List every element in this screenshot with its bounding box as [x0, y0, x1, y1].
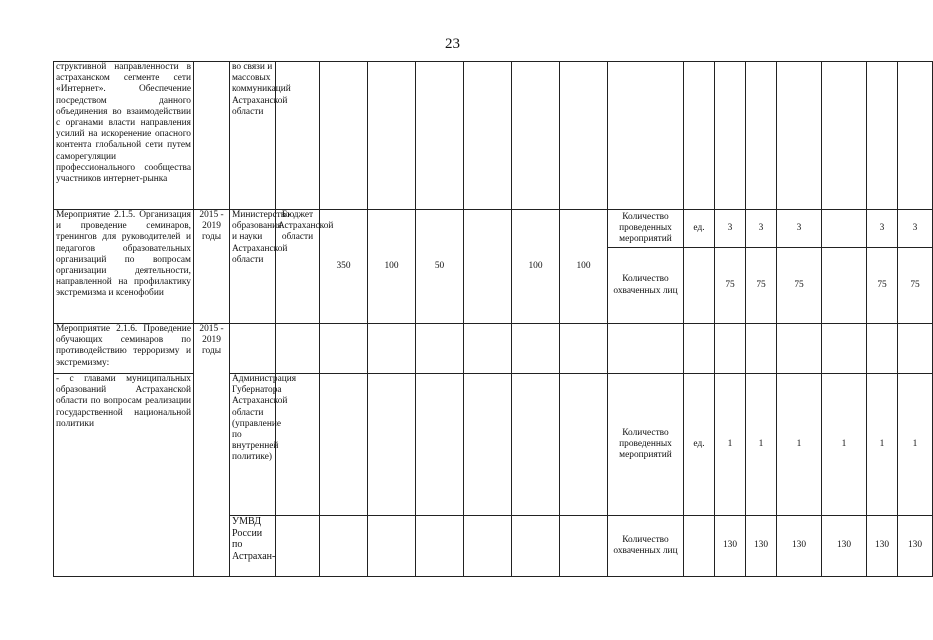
value-cell: 75: [746, 248, 777, 324]
value-cell: [898, 324, 933, 374]
value-cell: [715, 62, 746, 210]
total-cell: [320, 516, 368, 577]
measure-description: структивной направленности в астраханском сегменте сети «Интернет». Обеспечение посредством данного объединения во взаимодействии с органами власти направления усилий на искоренение опасного контента глобальной сети путем саморегуляции профессионального сообщества участников интернет-рынка: [54, 62, 194, 210]
value-cell: 130: [867, 516, 898, 577]
value-cell: [777, 324, 822, 374]
y2018-cell: 100: [512, 210, 560, 324]
unit-cell: [684, 62, 715, 210]
y2018-cell: [512, 516, 560, 577]
indicator-name-cell: Количество проведенных мероприятий: [608, 374, 684, 516]
executor-cell: [230, 324, 276, 374]
y2015-cell: [368, 324, 416, 374]
measure-description: Мероприятие 2.1.5. Организация и проведение семинаров, тренингов для руководителей и педагогов образовательных организаций по вопросам организации деятельности, направленной на профилактику экстремизма и ксенофобии: [54, 210, 194, 324]
y2019-cell: [560, 62, 608, 210]
value-cell: 130: [822, 516, 867, 577]
indicator-name-cell: Количество охваченных лиц: [608, 248, 684, 324]
y2018-cell: [512, 62, 560, 210]
y2017-cell: [464, 516, 512, 577]
value-cell: [746, 62, 777, 210]
value-cell: [867, 62, 898, 210]
executor-cell: УМВД России по Астрахан-: [230, 516, 276, 577]
value-cell: 75: [898, 248, 933, 324]
value-cell: [777, 62, 822, 210]
value-cell: [822, 248, 867, 324]
value-cell: 3: [867, 210, 898, 248]
value-cell: 130: [715, 516, 746, 577]
value-cell: 1: [867, 374, 898, 516]
source-cell: Бюджет Астраханской области: [276, 210, 320, 324]
indicator-name-cell: Количество охваченных лиц: [608, 516, 684, 577]
table-row-measure-2-1-6: [54, 324, 933, 374]
executor-cell: во связи и массовых коммуникаций Астраханской области: [230, 62, 276, 210]
value-cell: [898, 62, 933, 210]
value-cell: 1: [746, 374, 777, 516]
table-row-social-network-continuation: [54, 62, 933, 210]
y2015-cell: [368, 62, 416, 210]
value-cell: 130: [898, 516, 933, 577]
unit-cell: ед.: [684, 374, 715, 516]
value-cell: [822, 324, 867, 374]
table-row-seminar-municipal-heads: [54, 374, 933, 516]
program-measures-table: [53, 61, 933, 577]
value-cell: [822, 210, 867, 248]
y2015-cell: [368, 516, 416, 577]
value-cell: 75: [777, 248, 822, 324]
value-cell: [822, 62, 867, 210]
unit-cell: [684, 516, 715, 577]
y2015-cell: [368, 374, 416, 516]
value-cell: 75: [867, 248, 898, 324]
value-cell: [746, 324, 777, 374]
y2016-cell: 50: [416, 210, 464, 324]
value-cell: 3: [898, 210, 933, 248]
y2019-cell: 100: [560, 210, 608, 324]
y2016-cell: [416, 324, 464, 374]
value-cell: 1: [715, 374, 746, 516]
unit-cell: [684, 324, 715, 374]
period-cell: 2015 - 2019 годы: [194, 210, 230, 324]
y2019-cell: [560, 374, 608, 516]
total-cell: [320, 324, 368, 374]
measure-description: - с главами муниципальных образований Астраханской области по вопросам реализации государственной национальной политики: [54, 374, 194, 577]
value-cell: [715, 324, 746, 374]
y2017-cell: [464, 324, 512, 374]
unit-cell: ед.: [684, 210, 715, 248]
value-cell: 1: [777, 374, 822, 516]
y2018-cell: [512, 374, 560, 516]
total-cell: 350: [320, 210, 368, 324]
total-cell: [320, 374, 368, 516]
value-cell: 130: [746, 516, 777, 577]
value-cell: 1: [822, 374, 867, 516]
source-cell: [276, 374, 320, 516]
table-row-measure-2-1-5: [54, 210, 933, 248]
indicator-name-cell: [608, 62, 684, 210]
unit-cell: [684, 248, 715, 324]
y2015-cell: 100: [368, 210, 416, 324]
y2019-cell: [560, 516, 608, 577]
value-cell: 75: [715, 248, 746, 324]
y2016-cell: [416, 62, 464, 210]
y2017-cell: [464, 374, 512, 516]
value-cell: 3: [777, 210, 822, 248]
y2017-cell: [464, 62, 512, 210]
source-cell: [276, 516, 320, 577]
executor-cell: Администрация Губернатора Астраханской области (управление по внутренней политике): [230, 374, 276, 516]
value-cell: [867, 324, 898, 374]
total-cell: [320, 62, 368, 210]
value-cell: 1: [898, 374, 933, 516]
indicator-name-cell: [608, 324, 684, 374]
value-cell: 130: [777, 516, 822, 577]
y2019-cell: [560, 324, 608, 374]
y2017-cell: [464, 210, 512, 324]
y2016-cell: [416, 516, 464, 577]
source-cell: [276, 324, 320, 374]
period-cell: 2015 - 2019 годы: [194, 324, 230, 577]
period-cell: [194, 62, 230, 210]
value-cell: 3: [715, 210, 746, 248]
measure-description: Мероприятие 2.1.6. Проведение обучающих семинаров по противодействию терроризму и экстремизму:: [54, 324, 194, 374]
indicator-name-cell: Количество проведенных мероприятий: [608, 210, 684, 248]
y2018-cell: [512, 324, 560, 374]
y2016-cell: [416, 374, 464, 516]
value-cell: 3: [746, 210, 777, 248]
executor-cell: Министерство образования и науки Астраханской области: [230, 210, 276, 324]
page-number: 23: [445, 36, 460, 52]
